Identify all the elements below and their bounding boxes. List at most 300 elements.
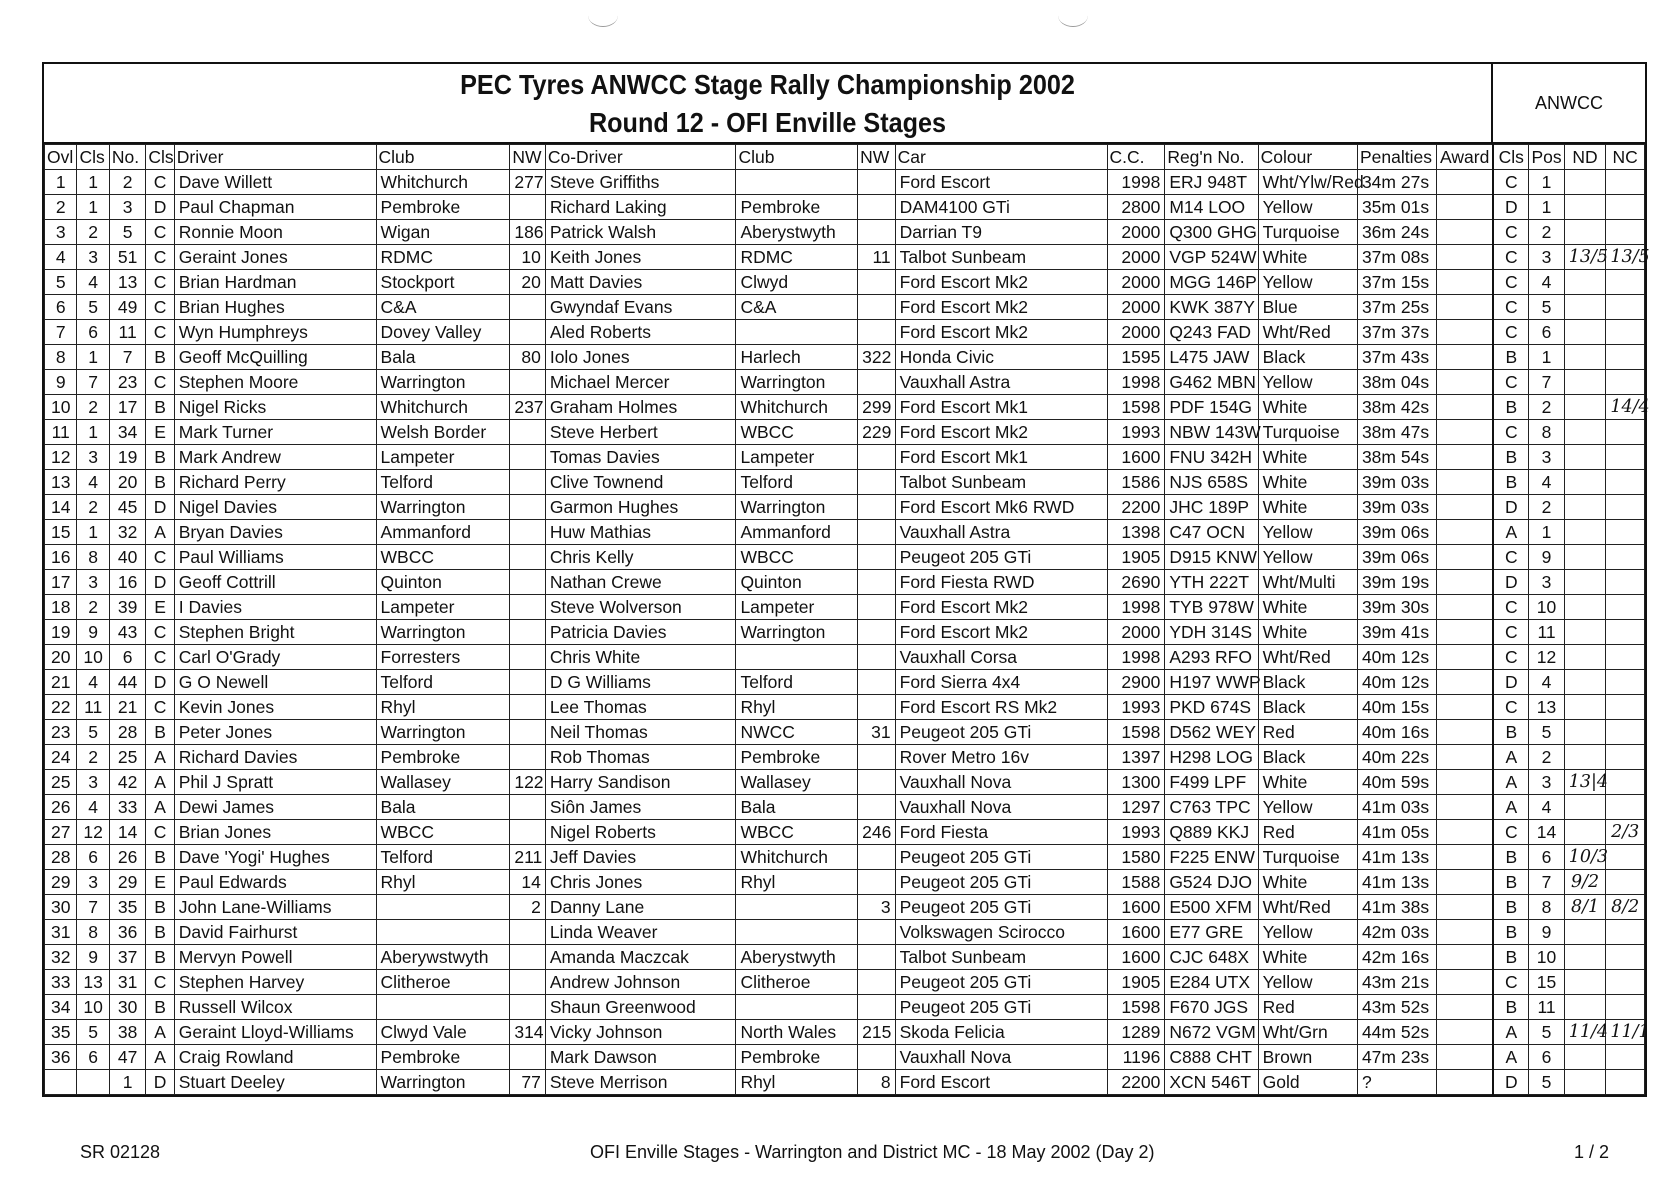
cell-colour: White	[1258, 620, 1357, 645]
cell-anwcc-pos: 10	[1529, 945, 1564, 970]
cell-anwcc-cls: B	[1493, 345, 1528, 370]
cell-reg-no: XCN 546T	[1165, 1070, 1258, 1095]
cell-nd: 8/1	[1564, 895, 1606, 920]
cell-anwcc-pos: 9	[1529, 920, 1564, 945]
cell-cc: 1600	[1107, 895, 1165, 920]
table-row	[45, 820, 1645, 845]
cell-reg-no: H197 WWP	[1165, 670, 1258, 695]
cell-penalties: ?	[1357, 1070, 1436, 1095]
cell-ovl: 2	[45, 195, 77, 220]
cell-co-driver: Nathan Crewe	[545, 570, 736, 595]
cell-car: Ford Fiesta	[895, 820, 1107, 845]
cell-nd	[1564, 520, 1606, 545]
cell-co-nw	[858, 1045, 896, 1070]
cell-club: WBCC	[376, 820, 510, 845]
cell-co-club: Wallasey	[736, 770, 858, 795]
cell-class: A	[146, 1045, 174, 1070]
cell-colour: Wht/Ylw/Red	[1258, 170, 1357, 195]
cell-nd	[1564, 170, 1606, 195]
cell-reg-no: NJS 658S	[1165, 470, 1258, 495]
cell-car: Vauxhall Astra	[895, 370, 1107, 395]
cell-nw: 237	[510, 395, 545, 420]
table-row	[45, 645, 1645, 670]
cell-reg-no: TYB 978W	[1165, 595, 1258, 620]
punch-hole-left	[588, 4, 618, 27]
table-row	[45, 270, 1645, 295]
cell-class: E	[146, 870, 174, 895]
header-no: No.	[109, 145, 146, 170]
cell-reg-no: ERJ 948T	[1165, 170, 1258, 195]
cell-anwcc-cls: C	[1493, 620, 1528, 645]
cell-reg-no: E500 XFM	[1165, 895, 1258, 920]
cell-penalties: 40m 16s	[1357, 720, 1436, 745]
cell-anwcc-cls: A	[1493, 1020, 1528, 1045]
cell-co-nw: 8	[858, 1070, 896, 1095]
cell-co-driver: Chris White	[545, 645, 736, 670]
table-row	[45, 220, 1645, 245]
cell-colour: White	[1258, 595, 1357, 620]
table-row	[45, 320, 1645, 345]
cell-penalties: 41m 38s	[1357, 895, 1436, 920]
cell-cc: 2800	[1107, 195, 1165, 220]
cell-co-nw: 246	[858, 820, 896, 845]
cell-co-driver: Richard Laking	[545, 195, 736, 220]
table-row	[45, 420, 1645, 445]
cell-anwcc-cls: C	[1493, 370, 1528, 395]
cell-co-club	[736, 995, 858, 1020]
cell-nc	[1606, 470, 1645, 495]
cell-class: C	[146, 645, 174, 670]
cell-nc	[1606, 945, 1645, 970]
cell-award	[1437, 1070, 1494, 1095]
cell-nc: 14/4	[1606, 395, 1645, 420]
cell-class: B	[146, 720, 174, 745]
cell-co-nw	[858, 545, 896, 570]
cell-class: C	[146, 695, 174, 720]
cell-no: 14	[109, 820, 146, 845]
cell-nd	[1564, 595, 1606, 620]
cell-reg-no: VGP 524W	[1165, 245, 1258, 270]
cell-driver: Mark Andrew	[174, 445, 376, 470]
cell-driver: Nigel Ricks	[174, 395, 376, 420]
cell-co-driver: Patrick Walsh	[545, 220, 736, 245]
cell-reg-no: JHC 189P	[1165, 495, 1258, 520]
cell-co-driver: D G Williams	[545, 670, 736, 695]
cell-driver: Brian Hughes	[174, 295, 376, 320]
cell-award	[1437, 770, 1494, 795]
cell-car: Darrian T9	[895, 220, 1107, 245]
cell-car: Ford Escort RS Mk2	[895, 695, 1107, 720]
cell-nd	[1564, 720, 1606, 745]
cell-nw: 211	[510, 845, 545, 870]
cell-penalties: 38m 42s	[1357, 395, 1436, 420]
cell-driver: Geoff Cottrill	[174, 570, 376, 595]
cell-cc: 1595	[1107, 345, 1165, 370]
cell-co-driver: Steve Merrison	[545, 1070, 736, 1095]
cell-nc	[1606, 495, 1645, 520]
cell-driver: Carl O'Grady	[174, 645, 376, 670]
cell-nc	[1606, 670, 1645, 695]
cell-anwcc-cls: A	[1493, 745, 1528, 770]
cell-club: Bala	[376, 795, 510, 820]
cell-driver: Stuart Deeley	[174, 1070, 376, 1095]
cell-cls: 3	[77, 570, 109, 595]
cell-ovl: 3	[45, 220, 77, 245]
cell-nd: 13|4	[1564, 770, 1606, 795]
cell-nd	[1564, 470, 1606, 495]
cell-award	[1437, 995, 1494, 1020]
cell-anwcc-cls: A	[1493, 770, 1528, 795]
table-row	[45, 620, 1645, 645]
cell-class: C	[146, 320, 174, 345]
cell-car: Peugeot 205 GTi	[895, 845, 1107, 870]
cell-nw	[510, 520, 545, 545]
cell-car: Peugeot 205 GTi	[895, 870, 1107, 895]
cell-ovl: 10	[45, 395, 77, 420]
cell-nc	[1606, 345, 1645, 370]
cell-reg-no: G524 DJO	[1165, 870, 1258, 895]
cell-reg-no: MGG 146P	[1165, 270, 1258, 295]
cell-anwcc-pos: 7	[1529, 870, 1564, 895]
cell-no: 43	[109, 620, 146, 645]
cell-award	[1437, 845, 1494, 870]
cell-ovl: 15	[45, 520, 77, 545]
cell-anwcc-cls: C	[1493, 270, 1528, 295]
table-row	[45, 295, 1645, 320]
cell-anwcc-cls: B	[1493, 845, 1528, 870]
cell-cc: 1588	[1107, 870, 1165, 895]
cell-co-club: Lampeter	[736, 445, 858, 470]
cell-reg-no: H298 LOG	[1165, 745, 1258, 770]
cell-no: 44	[109, 670, 146, 695]
table-row	[45, 495, 1645, 520]
cell-co-nw	[858, 320, 896, 345]
cell-anwcc-pos: 9	[1529, 545, 1564, 570]
cell-nd	[1564, 220, 1606, 245]
cell-car: Vauxhall Nova	[895, 1045, 1107, 1070]
cell-ovl: 29	[45, 870, 77, 895]
cell-award	[1437, 370, 1494, 395]
cell-ovl: 7	[45, 320, 77, 345]
cell-anwcc-cls: C	[1493, 170, 1528, 195]
cell-anwcc-pos: 3	[1529, 570, 1564, 595]
cell-ovl: 1	[45, 170, 77, 195]
cell-award	[1437, 170, 1494, 195]
cell-anwcc-pos: 2	[1529, 745, 1564, 770]
cell-cc: 1600	[1107, 945, 1165, 970]
cell-class: C	[146, 245, 174, 270]
cell-nw: 80	[510, 345, 545, 370]
table-header-row	[45, 145, 1645, 170]
cell-ovl: 31	[45, 920, 77, 945]
cell-cc: 1993	[1107, 695, 1165, 720]
cell-colour: White	[1258, 770, 1357, 795]
cell-cls: 10	[77, 995, 109, 1020]
cell-cc: 1196	[1107, 1045, 1165, 1070]
sheet-header	[44, 64, 1645, 144]
cell-driver: Craig Rowland	[174, 1045, 376, 1070]
cell-cls: 3	[77, 245, 109, 270]
cell-driver: Geoff McQuilling	[174, 345, 376, 370]
cell-car: Ford Fiesta RWD	[895, 570, 1107, 595]
cell-club: Whitchurch	[376, 170, 510, 195]
cell-anwcc-pos: 2	[1529, 395, 1564, 420]
cell-co-driver: Clive Townend	[545, 470, 736, 495]
cell-nc	[1606, 720, 1645, 745]
cell-co-driver: Chris Jones	[545, 870, 736, 895]
cell-nd	[1564, 795, 1606, 820]
cell-penalties: 38m 47s	[1357, 420, 1436, 445]
cell-cc: 1598	[1107, 720, 1165, 745]
cell-award	[1437, 570, 1494, 595]
cell-nc	[1606, 1070, 1645, 1095]
cell-car: Ford Escort Mk2	[895, 620, 1107, 645]
cell-co-nw	[858, 220, 896, 245]
cell-reg-no: CJC 648X	[1165, 945, 1258, 970]
cell-club: Pembroke	[376, 1045, 510, 1070]
cell-anwcc-cls: C	[1493, 645, 1528, 670]
cell-reg-no: M14 LOO	[1165, 195, 1258, 220]
cell-cc: 2000	[1107, 320, 1165, 345]
cell-nw	[510, 995, 545, 1020]
cell-nw: 10	[510, 245, 545, 270]
header-class: Cls	[146, 145, 174, 170]
cell-co-nw	[858, 845, 896, 870]
cell-class: A	[146, 795, 174, 820]
cell-car: Talbot Sunbeam	[895, 470, 1107, 495]
cell-anwcc-pos: 2	[1529, 220, 1564, 245]
cell-driver: Dewi James	[174, 795, 376, 820]
cell-colour: Turquoise	[1258, 845, 1357, 870]
footer-event-info: OFI Enville Stages - Warrington and District MC - 18 May 2002 (Day 2)	[590, 1142, 1155, 1162]
cell-colour: Black	[1258, 695, 1357, 720]
cell-award	[1437, 1020, 1494, 1045]
cell-club: Forresters	[376, 645, 510, 670]
cell-driver: Phil J Spratt	[174, 770, 376, 795]
cell-nw	[510, 570, 545, 595]
results-sheet	[42, 62, 1650, 1097]
cell-anwcc-cls: C	[1493, 545, 1528, 570]
cell-cc: 1598	[1107, 995, 1165, 1020]
cell-anwcc-pos: 1	[1529, 520, 1564, 545]
cell-co-club: Aberystwyth	[736, 220, 858, 245]
cell-co-driver: Patricia Davies	[545, 620, 736, 645]
cell-co-nw: 215	[858, 1020, 896, 1045]
cell-cc: 2000	[1107, 270, 1165, 295]
cell-co-club: WBCC	[736, 545, 858, 570]
cell-co-driver: Huw Mathias	[545, 520, 736, 545]
table-row	[45, 345, 1645, 370]
cell-no: 30	[109, 995, 146, 1020]
cell-colour: Wht/Multi	[1258, 570, 1357, 595]
cell-nc	[1606, 845, 1645, 870]
cell-anwcc-cls: C	[1493, 220, 1528, 245]
cell-no: 11	[109, 320, 146, 345]
cell-reg-no: C888 CHT	[1165, 1045, 1258, 1070]
cell-club: Warrington	[376, 370, 510, 395]
cell-co-driver: Graham Holmes	[545, 395, 736, 420]
cell-ovl: 33	[45, 970, 77, 995]
cell-cls: 3	[77, 870, 109, 895]
cell-anwcc-pos: 1	[1529, 195, 1564, 220]
title-line-2: Round 12 - OFI Enville Stages	[588, 107, 947, 138]
cell-nc	[1606, 420, 1645, 445]
cell-anwcc-cls: B	[1493, 995, 1528, 1020]
cell-penalties: 39m 03s	[1357, 470, 1436, 495]
cell-co-driver: Siôn James	[545, 795, 736, 820]
cell-co-driver: Amanda Maczcak	[545, 945, 736, 970]
cell-co-club: Pembroke	[736, 195, 858, 220]
cell-no: 3	[109, 195, 146, 220]
cell-cc: 1600	[1107, 920, 1165, 945]
cell-anwcc-cls: B	[1493, 470, 1528, 495]
cell-club: Stockport	[376, 270, 510, 295]
table-row	[45, 1070, 1645, 1095]
cell-co-nw	[858, 945, 896, 970]
cell-co-club: North Wales	[736, 1020, 858, 1045]
cell-colour: Gold	[1258, 1070, 1357, 1095]
cell-penalties: 37m 08s	[1357, 245, 1436, 270]
cell-nd: 9/2	[1564, 870, 1606, 895]
cell-club: Quinton	[376, 570, 510, 595]
cell-award	[1437, 395, 1494, 420]
cell-penalties: 40m 12s	[1357, 670, 1436, 695]
cell-penalties: 42m 16s	[1357, 945, 1436, 970]
cell-nw	[510, 420, 545, 445]
cell-cc: 2000	[1107, 620, 1165, 645]
cell-anwcc-cls: B	[1493, 945, 1528, 970]
cell-anwcc-pos: 5	[1529, 1070, 1564, 1095]
cell-colour: Red	[1258, 820, 1357, 845]
cell-car: Ford Sierra 4x4	[895, 670, 1107, 695]
cell-penalties: 39m 41s	[1357, 620, 1436, 645]
cell-driver: Stephen Moore	[174, 370, 376, 395]
cell-no: 39	[109, 595, 146, 620]
cell-club: Warrington	[376, 495, 510, 520]
cell-penalties: 34m 27s	[1357, 170, 1436, 195]
cell-nw	[510, 645, 545, 670]
cell-nw: 14	[510, 870, 545, 895]
cell-no: 17	[109, 395, 146, 420]
cell-cls: 3	[77, 770, 109, 795]
cell-colour: Yellow	[1258, 795, 1357, 820]
cell-cls: 5	[77, 1020, 109, 1045]
cell-nw	[510, 920, 545, 945]
cell-no: 1	[109, 1070, 146, 1095]
cell-anwcc-pos: 1	[1529, 345, 1564, 370]
cell-cls: 10	[77, 645, 109, 670]
cell-class: D	[146, 670, 174, 695]
cell-award	[1437, 295, 1494, 320]
cell-anwcc-pos: 7	[1529, 370, 1564, 395]
cell-co-nw	[858, 745, 896, 770]
cell-class: E	[146, 595, 174, 620]
header-ovl: Ovl	[45, 145, 77, 170]
cell-co-club: Rhyl	[736, 870, 858, 895]
cell-anwcc-cls: B	[1493, 445, 1528, 470]
cell-penalties: 39m 19s	[1357, 570, 1436, 595]
cell-ovl: 12	[45, 445, 77, 470]
cell-penalties: 40m 22s	[1357, 745, 1436, 770]
cell-co-driver: Steve Griffiths	[545, 170, 736, 195]
cell-co-driver: Tomas Davies	[545, 445, 736, 470]
cell-cls: 9	[77, 620, 109, 645]
cell-club: Warrington	[376, 720, 510, 745]
cell-cc: 2000	[1107, 295, 1165, 320]
cell-nd	[1564, 445, 1606, 470]
cell-car: Ford Escort Mk2	[895, 320, 1107, 345]
cell-no: 33	[109, 795, 146, 820]
cell-colour: Black	[1258, 670, 1357, 695]
cell-reg-no: N672 VGM	[1165, 1020, 1258, 1045]
cell-car: DAM4100 GTi	[895, 195, 1107, 220]
cell-no: 45	[109, 495, 146, 520]
cell-car: Vauxhall Corsa	[895, 645, 1107, 670]
cell-co-driver: Steve Wolverson	[545, 595, 736, 620]
cell-co-driver: Aled Roberts	[545, 320, 736, 345]
cell-co-club: Pembroke	[736, 1045, 858, 1070]
table-row	[45, 595, 1645, 620]
cell-reg-no: D562 WEY	[1165, 720, 1258, 745]
cell-nc: 13/5	[1606, 245, 1645, 270]
cell-club: Welsh Border	[376, 420, 510, 445]
cell-nc	[1606, 645, 1645, 670]
cell-anwcc-cls: D	[1493, 570, 1528, 595]
cell-co-nw	[858, 570, 896, 595]
cell-co-club: Ammanford	[736, 520, 858, 545]
cell-colour: White	[1258, 870, 1357, 895]
cell-cc: 2200	[1107, 495, 1165, 520]
cell-ovl: 6	[45, 295, 77, 320]
cell-co-nw	[858, 920, 896, 945]
cell-co-club: Aberystwyth	[736, 945, 858, 970]
cell-nw	[510, 720, 545, 745]
cell-colour: Yellow	[1258, 370, 1357, 395]
cell-penalties: 37m 15s	[1357, 270, 1436, 295]
cell-colour: Blue	[1258, 295, 1357, 320]
cell-class: A	[146, 770, 174, 795]
cell-nw	[510, 545, 545, 570]
cell-co-club	[736, 920, 858, 945]
cell-award	[1437, 520, 1494, 545]
cell-no: 6	[109, 645, 146, 670]
cell-penalties: 44m 52s	[1357, 1020, 1436, 1045]
header-car: Car	[895, 145, 1107, 170]
cell-award	[1437, 945, 1494, 970]
cell-co-nw	[858, 295, 896, 320]
cell-anwcc-cls: C	[1493, 295, 1528, 320]
cell-nc	[1606, 545, 1645, 570]
cell-car: Volkswagen Scirocco	[895, 920, 1107, 945]
cell-club: Bala	[376, 345, 510, 370]
cell-penalties: 37m 25s	[1357, 295, 1436, 320]
cell-award	[1437, 270, 1494, 295]
cell-anwcc-pos: 5	[1529, 720, 1564, 745]
cell-anwcc-cls: B	[1493, 895, 1528, 920]
cell-award	[1437, 420, 1494, 445]
cell-penalties: 37m 37s	[1357, 320, 1436, 345]
cell-no: 31	[109, 970, 146, 995]
cell-co-nw	[858, 795, 896, 820]
cell-cls: 9	[77, 945, 109, 970]
cell-no: 51	[109, 245, 146, 270]
cell-co-nw: 31	[858, 720, 896, 745]
cell-reg-no: YTH 222T	[1165, 570, 1258, 595]
cell-cc: 1598	[1107, 395, 1165, 420]
cell-nw	[510, 695, 545, 720]
cell-colour: Red	[1258, 995, 1357, 1020]
cell-car: Rover Metro 16v	[895, 745, 1107, 770]
